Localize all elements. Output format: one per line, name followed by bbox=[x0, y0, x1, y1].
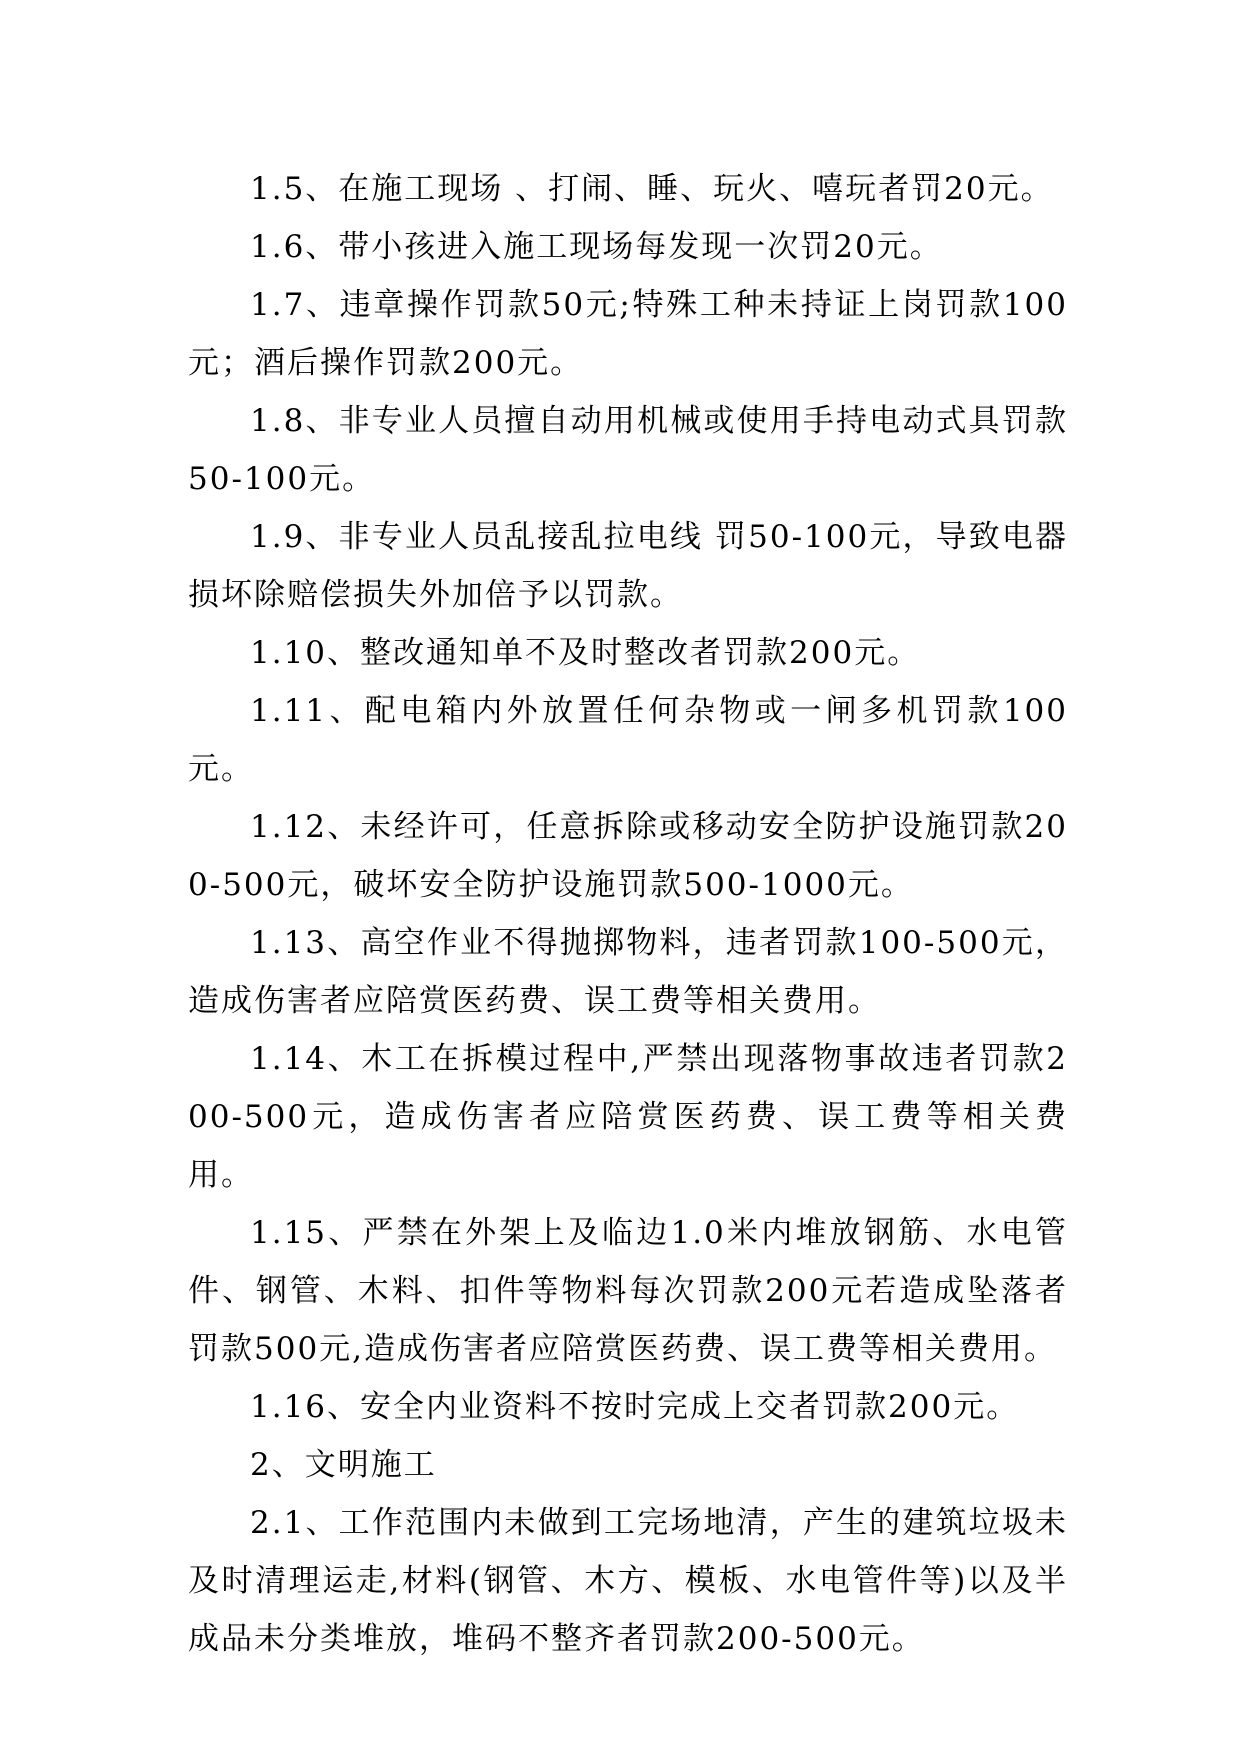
paragraph-1-6: 1.6、带小孩进入施工现场每发现一次罚20元。 bbox=[250, 229, 943, 265]
paragraph-1-12: 1.12、未经许可，任意拆除或移动安全防护设施罚款200-500元，破坏安全防护设施罚款500-1000元。 bbox=[188, 809, 1068, 903]
document-body bbox=[188, 160, 1068, 1668]
paragraph-1-10: 1.10、整改通知单不及时整改者罚款200元。 bbox=[250, 635, 921, 671]
paragraph-1-15: 1.15、严禁在外架上及临边1.0米内堆放钢筋、水电管件、钢管、木料、扣件等物料每次罚款200元若造成坠落者罚款500元,造成伤害者应陪赏医药费、误工费等相关费用。 bbox=[188, 1215, 1068, 1367]
paragraph-1-11: 1.11、配电箱内外放置任何杂物或一闸多机罚款100元。 bbox=[188, 693, 1068, 787]
paragraph-1-13: 1.13、高空作业不得抛掷物料，违者罚款100-500元，造成伤害者应陪赏医药费、误工费等相关费用。 bbox=[188, 925, 1068, 1019]
paragraph-2-1: 2.1、工作范围内未做到工完场地清，产生的建筑垃圾未及时清理运走,材料(钢管、木方、模板、水电管件等)以及半成品未分类堆放，堆码不整齐者罚款200-500元。 bbox=[188, 1505, 1068, 1657]
paragraph-1-16: 1.16、安全内业资料不按时完成上交者罚款200元。 bbox=[250, 1389, 1020, 1425]
section-heading-2: 2、文明施工 bbox=[250, 1447, 437, 1483]
paragraph-1-8: 1.8、非专业人员擅自动用机械或使用手持电动式具罚款50-100元。 bbox=[188, 403, 1068, 497]
paragraph-1-5: 1.5、在施工现场 、打闹、睡、玩火、嘻玩者罚20元。 bbox=[250, 171, 1054, 207]
paragraph-1-9: 1.9、非专业人员乱接乱拉电线 罚50-100元，导致电器损坏除赔偿损失外加倍予以罚款。 bbox=[188, 519, 1068, 613]
paragraph-1-14: 1.14、木工在拆模过程中,严禁出现落物事故违者罚款200-500元，造成伤害者应陪赏医药费、误工费等相关费用。 bbox=[188, 1041, 1068, 1193]
paragraph-1-7: 1.7、违章操作罚款50元;特殊工种未持证上岗罚款100元；酒后操作罚款200元。 bbox=[188, 287, 1068, 381]
